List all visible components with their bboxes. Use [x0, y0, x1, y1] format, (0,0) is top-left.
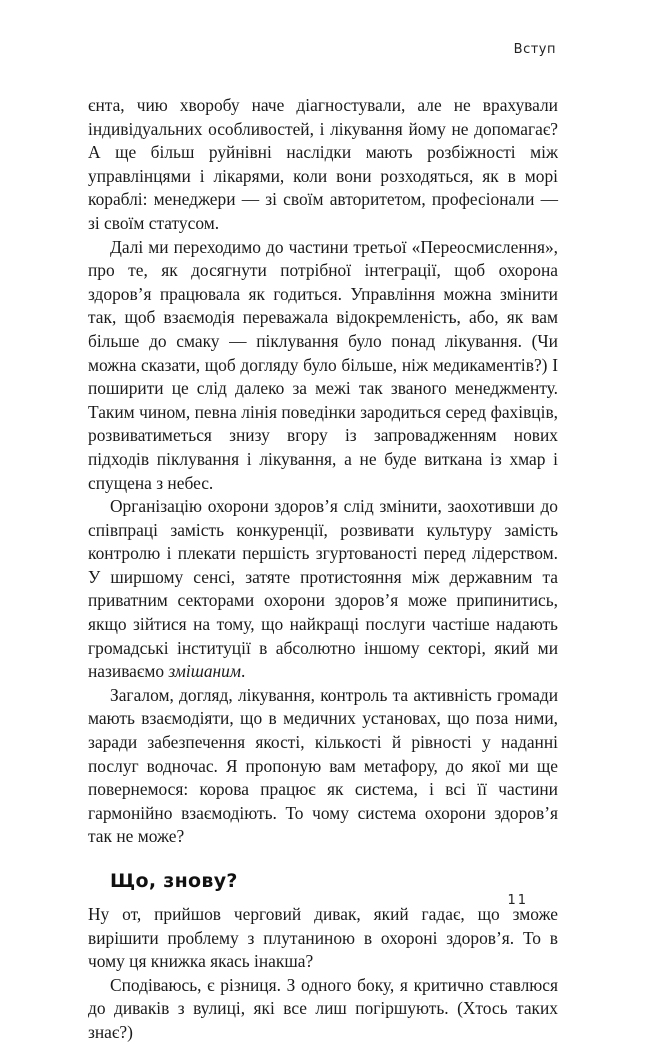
section-heading: Що, знову? [110, 870, 238, 892]
paragraph: єнта, чию хворобу наче діагностували, але не врахували індивідуальних особливостей, і лікування йому не допомагає? А ще більш руйнівні наслідки мають розбіжності між управлінцями і лікарями, коли вони розходяться, як в морі кораблі: менеджери — зі своїм авторитетом, професіонали — зі своїм статусом. [88, 95, 558, 233]
paragraph-text: . [240, 661, 246, 682]
paragraph: Ну от, прийшов черговий дивак, який гадає, що зможе вирішити проблему з плутаниною в охороні здоров’я. То в чому ця книжка якась інакша? [88, 904, 558, 972]
paragraph: Загалом, догляд, лікування, контроль та активність громади мають взаємодіяти, що в медичних установах, що поза ними, заради забезпечення якості, кількості й рівності у наданні послуг водночас. Я пропоную вам метафору, до якої ми ще повернемося: корова працює як система, і всі її частини гармонійно взаємодіють. То чому система охорони здоров’я так не може? [88, 684, 558, 847]
paragraph-text: Організацію охорони здоров’я слід змінити, заохотивши до співпраці замість конкуренції, розвивати культуру замість контролю і плекати першість згуртованості перед лідерством. У ширшому сенсі, затяте протистояння між державним та приватним секторами охорони здоров’я може припинитись, якщо зійтися на тому, що найкращі послуги частіше надають громадські інституції в абсолютно іншому секторі, який ми називаємо [88, 496, 558, 682]
body-text [88, 94, 558, 1045]
page-number: 11 [507, 893, 528, 908]
paragraph [88, 495, 558, 684]
running-head: Вступ [513, 42, 556, 57]
paragraph: Далі ми переходимо до частини третьої «Переосмислення», про те, як досягнути потрібної інтеграції, щоб охорона здоров’я працювала як годиться. Управління можна змінити так, щоб взаємодія переважала відокремленість, або, як вам більше до смаку — піклування було понад лікування. (Чи можна сказати, щоб догляду було більше, ніж медикаментів?) І поширити це слід далеко за межі так званого менеджменту. Таким чином, певна лінія поведінки зародиться серед фахівців, розвиватиметься знизу вгору із запровадженням нових підходів піклування і лікування, а не буде виткана із хмар і спущена з небес. [88, 236, 558, 493]
paragraph: Сподіваюсь, є різниця. З одного боку, я критично ставлюся до диваків з вулиці, які все лиш погіршують. (Хтось таких знає?) [88, 974, 558, 1042]
emphasis-text: змішаним [168, 661, 241, 682]
